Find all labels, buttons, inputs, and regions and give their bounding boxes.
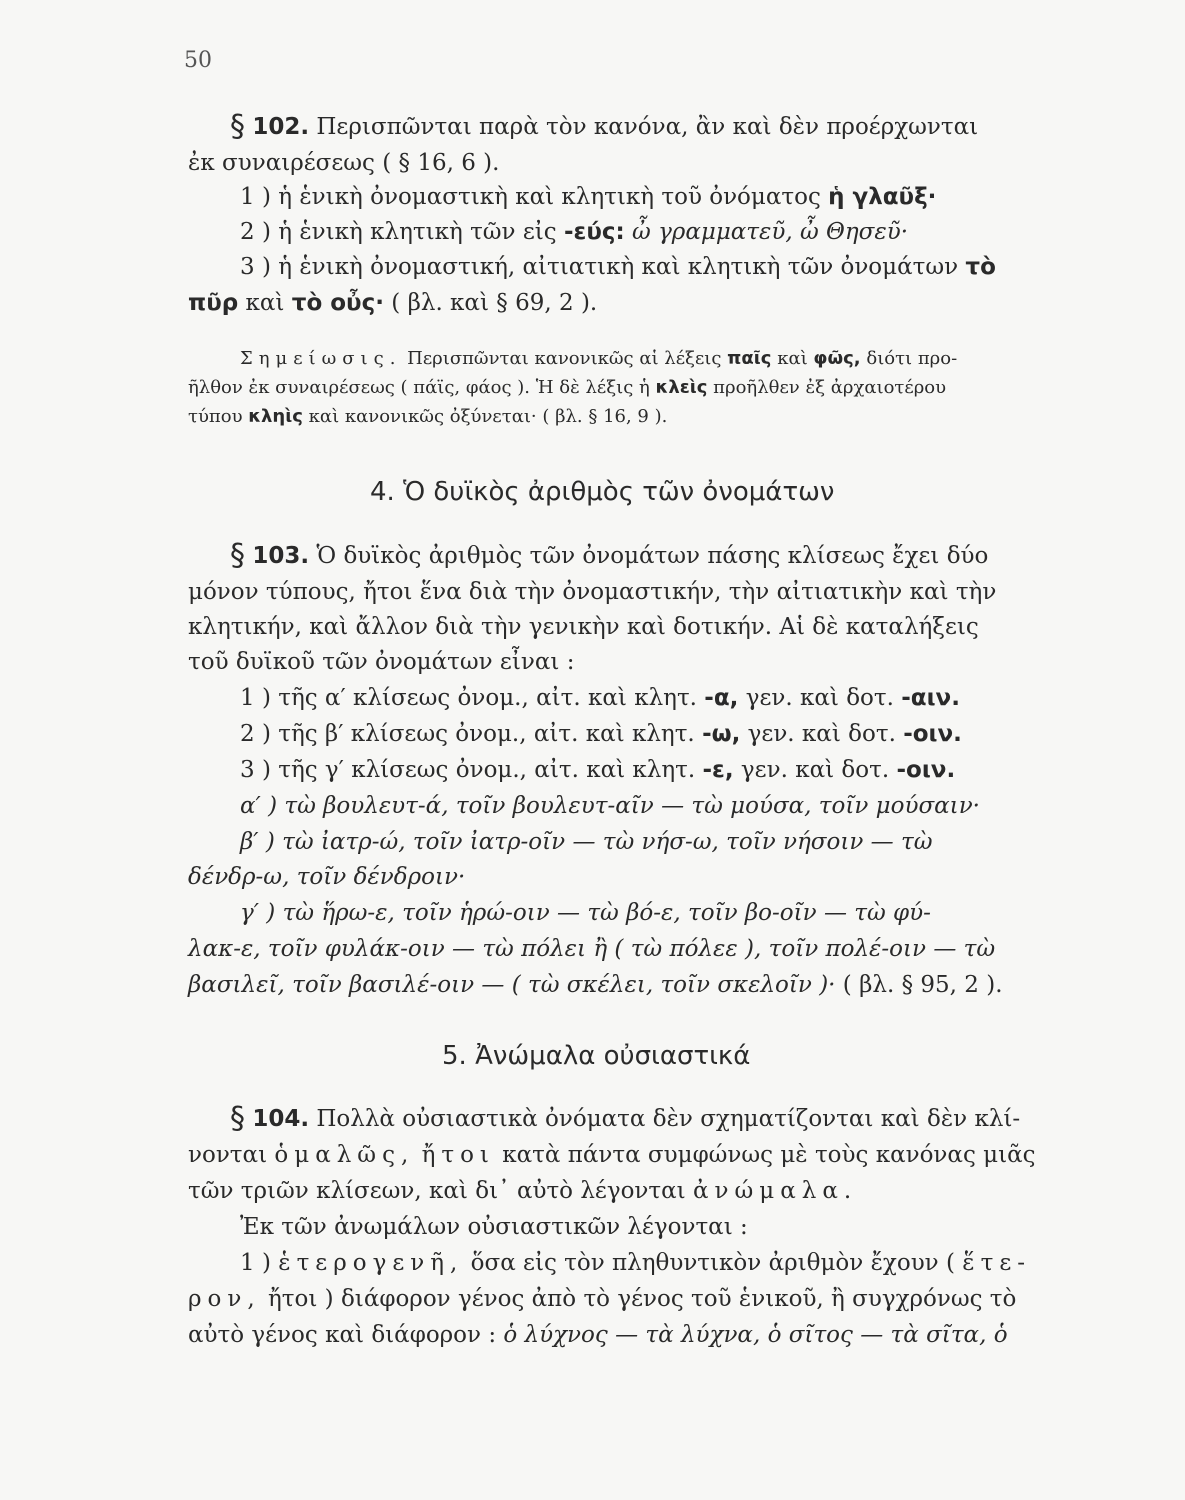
p103-example-b: β′ ) τὼ ἰατρ-ώ, τοῖν ἰατρ-οῖν — τὼ νήσ-ω, τοῖν νήσοιν — τὼ [240, 829, 933, 855]
page-number: 50 [184, 48, 212, 73]
note-label: Σημείωσις. [240, 348, 402, 369]
section-number: 102. [252, 114, 310, 140]
p104-line-7: αὐτὸ γένος καὶ διάφορον : ὁ λύχνος — τὰ λύχνα, ὁ σῖτος — τὰ σῖτα, ὁ [188, 1322, 1008, 1348]
p104-line-4: Ἐκ τῶν ἀνωμάλων οὐσιαστικῶν λέγονται : [240, 1214, 748, 1240]
p103-ending-2: 2 ) τῆς β′ κλίσεως ὀνομ., αἰτ. καὶ κλητ. -ω, γεν. καὶ δοτ. -οιν. [240, 721, 962, 747]
p103-example-c-end: βασιλεῖ, τοῖν βασιλέ-οιν — ( τὼ σκέλει, τοῖν σκελοῖν )· ( βλ. § 95, 2 ). [188, 972, 1003, 998]
p103-ending-1: 1 ) τῆς α′ κλίσεως ὀνομ., αἰτ. καὶ κλητ. -α, γεν. καὶ δοτ. -αιν. [240, 685, 960, 711]
section-sign: § [230, 1101, 245, 1136]
section-number: 104. [252, 1106, 310, 1132]
section-sign: § [230, 109, 245, 144]
p103-ending-3: 3 ) τῆς γ′ κλίσεως ὀνομ., αἰτ. καὶ κλητ. -ε, γεν. καὶ δοτ. -οιν. [240, 757, 956, 783]
p102-item-3: 3 ) ἡ ἑνικὴ ὀνομαστική, αἰτιατικὴ καὶ κλητικὴ τῶν ὀνομάτων τὸ [240, 254, 996, 280]
p103-line-2: μόνον τύπους, ἤτοι ἕνα διὰ τὴν ὀνομαστικήν, τὴν αἰτιατικὴν καὶ τὴν [188, 579, 997, 605]
p103-example-c: γ′ ) τὼ ἥρω-ε, τοῖν ἡρώ-οιν — τὼ βό-ε, τοῖν βο-οῖν — τὼ φύ- [240, 900, 931, 926]
heading-irregular-nouns: 5. Ἀνώμαλα οὐσιαστικά [442, 1041, 751, 1071]
p102-item-3-cont: πῦρ καὶ τὸ οὖς· ( βλ. καὶ § 69, 2 ). [188, 290, 598, 316]
p104-line-5: 1 ) ἑτερογενῆ, ὅσα εἰς τὸν πληθυντικὸν ἀριθμὸν ἔχουν ( ἕτε- [240, 1250, 1032, 1276]
p103-example-a: α′ ) τὼ βουλευτ-ά, τοῖν βουλευτ-αῖν — τὼ μούσα, τοῖν μούσαιν· [240, 793, 980, 819]
note-line-2: ῆλθον ἐκ συναιρέσεως ( πάϊς, φάος ). Ἡ δὲ λέξις ἡ κλεὶς προῆλθεν ἐξ ἀρχαιοτέρου [188, 377, 947, 398]
p104-line-3: τῶν τριῶν κλίσεων, καὶ δι᾽ αὐτὸ λέγονται ἀνώμαλα. [188, 1178, 858, 1204]
p103-example-c-cont: λακ-ε, τοῖν φυλάκ-οιν — τὼ πόλει ἢ ( τὼ πόλεε ), τοῖν πολέ-οιν — τὼ [188, 936, 996, 962]
p102-item-2: 2 ) ἡ ἑνικὴ κλητικὴ τῶν εἰς -εύς: ὦ γραμματεῦ, ὦ Θησεῦ· [240, 219, 908, 245]
note-line-3: τύπου κληὶς καὶ κανονικῶς ὀξύνεται· ( βλ. § 16, 9 ). [188, 406, 668, 427]
p102-line-2: ἐκ συναιρέσεως ( § 16, 6 ). [188, 150, 500, 176]
p104-line-2: νονται ὁμαλῶς, ἤτοι κατὰ πάντα συμφώνως μὲ τοὺς κανόνας μιᾶς [188, 1142, 1036, 1168]
p103-example-b-cont: δένδρ-ω, τοῖν δένδροιν· [188, 864, 466, 890]
section-sign: § [230, 538, 245, 573]
p104-line-6: ρον, ἤτοι ) διάφορον γένος ἀπὸ τὸ γένος τοῦ ἑνικοῦ, ἢ συγχρόνως τὸ [188, 1286, 1017, 1312]
note-line-1: Σημείωσις. Περισπῶνται κανονικῶς αἱ λέξεις παῖς καὶ φῶς, διότι προ- [240, 348, 958, 369]
heading-dual-number: 4. Ὁ δυϊκὸς ἀριθμὸς τῶν ὀνομάτων [370, 477, 835, 507]
section-number: 103. [252, 543, 310, 569]
p104-line-1: § 104. Πολλὰ οὐσιαστικὰ ὀνόματα δὲν σχηματίζονται καὶ δὲν κλί- [230, 1101, 1021, 1136]
p103-line-3: κλητικήν, καὶ ἄλλον διὰ τὴν γενικὴν καὶ δοτικήν. Αἱ δὲ καταλήξεις [188, 614, 979, 640]
p103-line-4: τοῦ δυϊκοῦ τῶν ὀνομάτων εἶναι : [188, 649, 575, 675]
p102-item-1: 1 ) ἡ ἑνικὴ ὀνομαστικὴ καὶ κλητικὴ τοῦ ὀνόματος ἡ γλαῦξ· [240, 184, 937, 210]
p103-line-1: § 103. Ὁ δυϊκὸς ἀριθμὸς τῶν ὀνομάτων πάσης κλίσεως ἔχει δύο [230, 538, 989, 573]
p102-line-1: § 102. Περισπῶνται παρὰ τὸν κανόνα, ἂν καὶ δὲν προέρχωνται [230, 109, 979, 144]
